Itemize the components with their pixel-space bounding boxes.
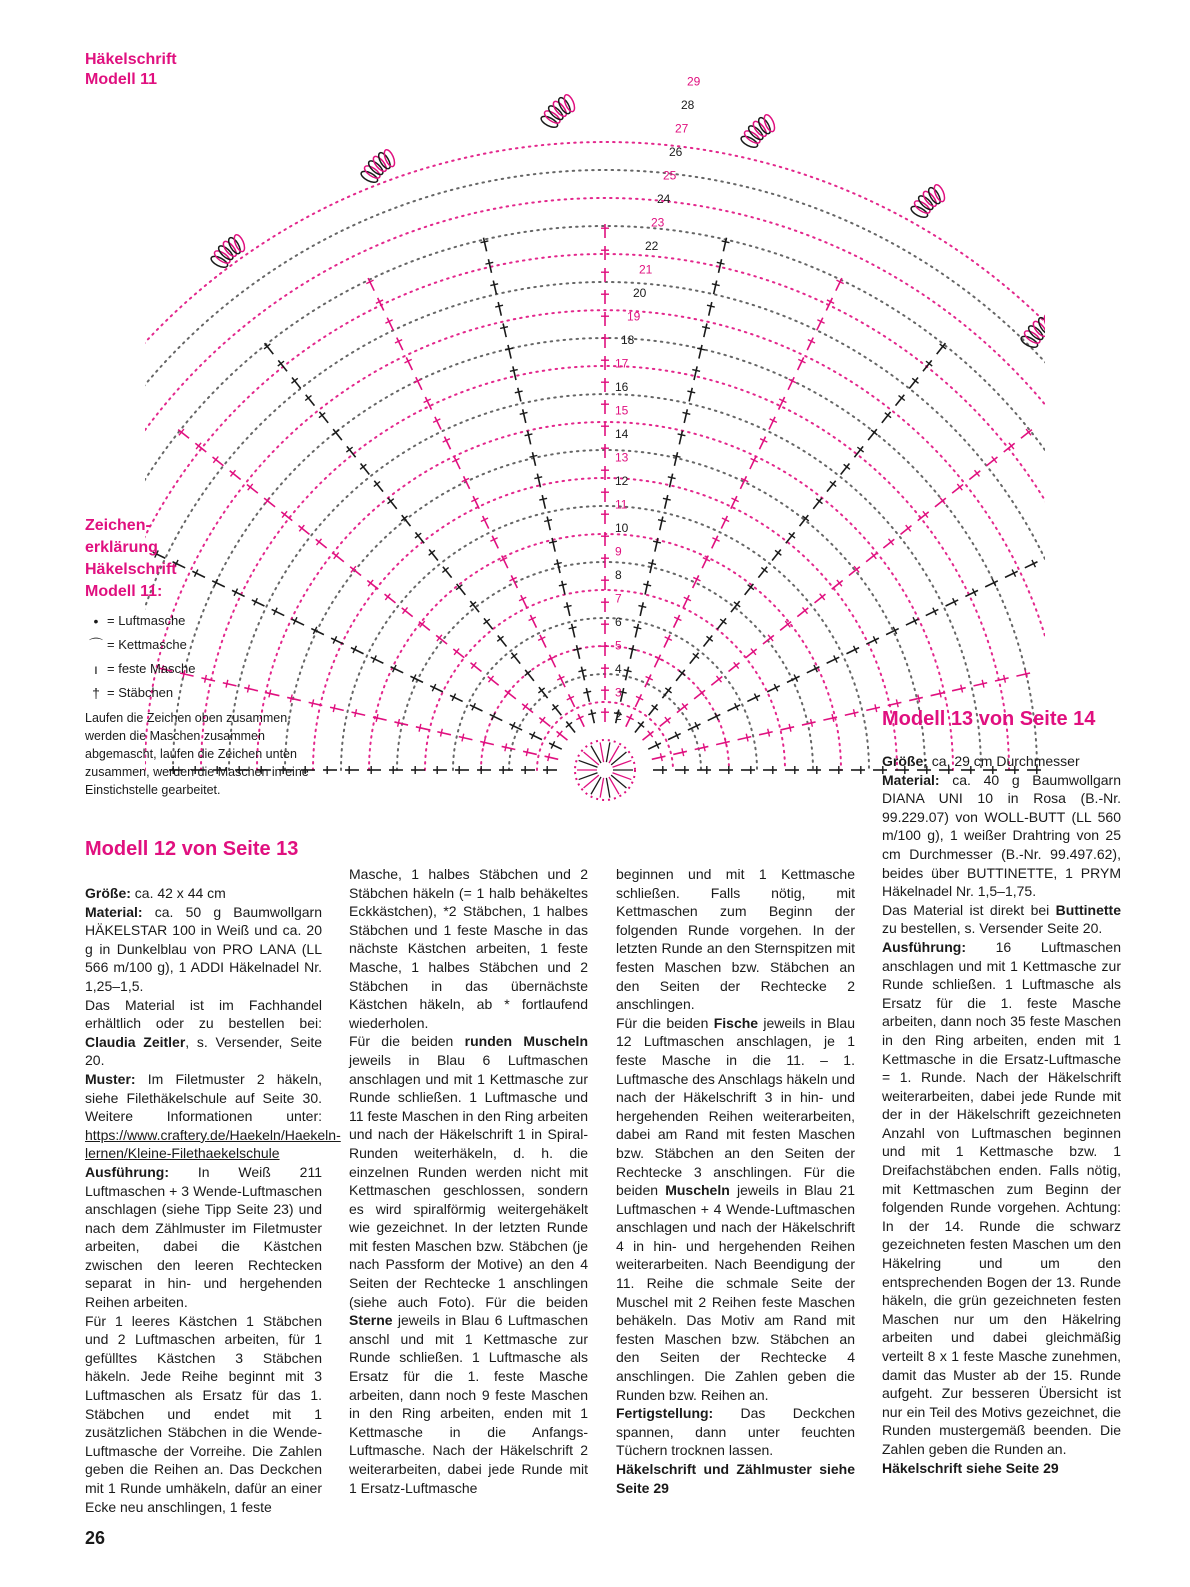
legend-note: Laufen die Zeichen oben zusammen, werden die Maschen zusammen abgemascht, laufen die Zeichen unten zusammen, werden die Maschen in eine Einstichstelle gearbeitet. xyxy=(85,711,309,797)
modell12-paragraph: Für 1 leeres Kästchen 1 Stäbchen und 2 Luftmaschen arbeiten, für 1 gefülltes Kästchen 3 Stäbchen häkeln. Jede Reihe beginnt mit 3 Luftmaschen als Ersatz für das 1. Stäbchen und endet mit 1 zusätzlichen Stäbchen in die Wende-Luftmasche der Vorreihe. Die Zahlen geben die Reihen an. Das Deckchen mit 1 Runde umhäkeln, dafür an einer Ecke neu anschlingen, 1 feste xyxy=(85,1312,322,1515)
stitch xyxy=(498,302,501,316)
ring-stitch xyxy=(600,778,603,798)
stitch xyxy=(679,431,682,445)
stitch xyxy=(689,388,692,402)
stitch xyxy=(974,683,988,686)
stitch-bar xyxy=(539,498,547,500)
modell13-paragraph: Häkelschrift siehe Seite 29 xyxy=(882,1459,1059,1476)
stitch xyxy=(780,727,794,730)
stitch xyxy=(738,737,752,740)
stitch xyxy=(523,751,537,754)
modell13-paragraph: Material: ca. 40 g Baumwollgarn DIANA UNI 10 in Rosa (B.-Nr. 99.229.07) von WOLL-BUTT (LL 560 m/100 g), 1 weißer Drahtring von 25 cm Durchmesser (B.-Nr. 99.497.62), beides über BUTTINETTE, 1 PRYM Häkelnadel Nr. 1,5–1,75. xyxy=(882,771,1121,900)
round-number: 15 xyxy=(615,403,629,418)
ring-stitch xyxy=(606,742,609,762)
stitch xyxy=(502,746,516,749)
stitch xyxy=(586,688,589,702)
legend-heading-line: Zeichen- xyxy=(85,517,151,534)
stitch xyxy=(542,495,545,509)
round-number: 27 xyxy=(675,121,689,136)
round-number: 9 xyxy=(615,544,622,559)
stitch-bar xyxy=(712,284,720,286)
stitch xyxy=(591,710,594,724)
modell12-paragraph: Größe: ca. 42 x 44 cm xyxy=(85,885,226,901)
legend-item-single xyxy=(85,657,315,681)
stitch-bar xyxy=(629,648,637,650)
round-number: 17 xyxy=(615,356,629,371)
stitch-bar xyxy=(505,743,507,751)
stitch-bar xyxy=(692,370,700,372)
stitch-bar xyxy=(526,748,528,756)
stitch-bar xyxy=(419,724,421,732)
stitch-bar xyxy=(687,391,695,393)
legend-heading xyxy=(85,515,315,603)
round-number: 12 xyxy=(615,474,629,488)
stitch-bar xyxy=(559,584,567,586)
round-number: 10 xyxy=(615,521,629,535)
modell12-paragraph: Für die beiden runden Muscheln jeweils in Blau 6 Luftmaschen anschlagen und mit 1 Kettmasche zur Runde schließen. 1 Luftmasche und 11 feste Maschen in den Ring arbeiten und nach der Häkelschrift 1 in Spiral-Runden weiterhäkeln, d. h. die einzelnen Runden werden nicht mit Kettmaschen geschlossen, sondern es wird spiralförmig weitergehäkelt wie gezeichnet. In der letzten Runde mit festen Maschen bzw. Stäbchen (je nach Passform der Motive) an den 4 Seiten der Rechtecke 1 anschlingen (siehe auch Foto). Für die beiden Sterne jeweils in Blau 6 Luftmaschen anschl und mit 1 Kettmasche zur Runde schließen. 1 Luftmasche als Ersatz für die 1. feste Masche arbeiten, dann noch 9 feste Maschen in den Ring arbeiten, enden mit 1 Kettmasche in die Anfangs- Luftmasche. Nach der Häkelschrift 2 weiterarbeiten, dabei jede Runde mit 1 Ersatz-Luftmasche xyxy=(349,1033,588,1496)
ring-stitch xyxy=(609,777,619,794)
page-number: 26 xyxy=(85,1528,106,1548)
modell13-column xyxy=(882,752,1121,1477)
stitch-bar xyxy=(648,563,656,565)
stitch-bar xyxy=(588,713,596,715)
stitch xyxy=(645,581,648,595)
stitch-bar xyxy=(564,606,572,608)
stitch xyxy=(640,602,643,616)
stitch-bar xyxy=(520,412,528,414)
legend-item-slip xyxy=(85,633,315,657)
round-number: 11 xyxy=(615,497,628,512)
round-arc xyxy=(425,590,785,770)
diagram-title-line: Modell 11 xyxy=(85,71,158,88)
stitch xyxy=(545,756,559,759)
single-crochet-icon: ı xyxy=(94,661,98,677)
stitch-bar xyxy=(569,627,577,629)
stitch-bar xyxy=(896,699,898,707)
stitch-bar xyxy=(697,348,705,350)
stitch-bar xyxy=(717,262,725,264)
picot-stitch xyxy=(232,233,246,253)
stitch xyxy=(684,409,687,423)
ring-stitch xyxy=(591,746,601,763)
round-number: 21 xyxy=(639,262,653,277)
stitch xyxy=(673,751,687,754)
modell12-paragraph: beginnen und mit 1 Kettmasche schließen. Falls nötig, mit Kettmaschen zum Beginn der folgenden Runde vorgehen. In der letzten Runde an den Sternspitzen mit festen Maschen bzw. Stäbchen an den Seiten der Rechtecke 2 anschlingen. xyxy=(616,866,855,1013)
round-number: 23 xyxy=(651,215,665,230)
stitch xyxy=(437,732,451,735)
round-number: 13 xyxy=(615,450,629,465)
stitch-bar xyxy=(525,434,533,436)
stitch xyxy=(660,517,663,531)
stitch-bar xyxy=(638,606,646,608)
ring-stitch xyxy=(606,778,609,798)
round-number: 20 xyxy=(633,286,647,300)
stitch xyxy=(630,645,633,659)
modell13-heading: Modell 13 von Seite 14 xyxy=(882,708,1096,730)
stitch-bar xyxy=(660,753,662,761)
stitch-bar xyxy=(500,327,508,329)
stitch-bar xyxy=(548,753,550,761)
stitch-bar xyxy=(811,719,813,727)
stitch xyxy=(513,366,516,380)
stitch xyxy=(802,722,816,725)
stitch xyxy=(480,742,494,745)
stitch-bar xyxy=(441,729,443,737)
round-number: 18 xyxy=(621,333,635,347)
modell12-column-3 xyxy=(616,865,855,1497)
modell12-paragraph: Masche, 1 halbes Stäbchen und 2 Stäbchen häkeln (= 1 halb behäkeltes Eckkästchen), *2 Stäbchen, 1 halbes Stäbchen und 1 feste Masche in das nächste Kästchen arbeiten, 1 feste Masche, 1 halbes Stäbchen und 2 Stäbchen in das übernächste Kästchen häkeln, ab * fortlaufend wiederholen. xyxy=(349,866,588,1031)
legend xyxy=(85,515,315,799)
stitch xyxy=(635,624,638,638)
round-number: 16 xyxy=(615,380,629,394)
stitch xyxy=(909,697,923,700)
stitch xyxy=(508,345,511,359)
stitch-bar xyxy=(725,739,727,747)
stitch-bar xyxy=(554,563,562,565)
legend-heading-line: Modell 11: xyxy=(85,583,163,600)
stitch xyxy=(562,581,565,595)
stitch xyxy=(695,746,709,749)
stitch-bar xyxy=(534,477,542,479)
modell12-paragraph: Fertigstellung: Das Deckchen spannen, dann unter feuchten Tüchern trocknen lassen. xyxy=(616,1405,855,1459)
modell12-paragraph: Muster: Im Filetmuster 2 häkeln, siehe Filethäkelschule auf Seite 30. Weitere Informationen unter: https://www.craftery.de/Haekeln/Haekeln-lernen/Kleine-Filethaekelschule xyxy=(85,1070,341,1162)
stitch-bar xyxy=(789,724,791,732)
modell13-paragraph: Größe: ca. 29 cm Durchmesser xyxy=(882,753,1080,769)
picot-stitch xyxy=(382,148,396,168)
round-number: 8 xyxy=(615,568,622,582)
stitch xyxy=(493,281,496,295)
ring-stitch xyxy=(609,746,619,763)
stitch-bar xyxy=(505,348,513,350)
stitch-bar xyxy=(529,455,537,457)
round-number: 22 xyxy=(645,239,659,253)
picot-stitch xyxy=(210,254,230,269)
stitch-bar xyxy=(722,241,730,243)
stitch-bar xyxy=(462,734,464,742)
legend-item-label: = Luftmasche xyxy=(107,613,186,628)
stitch xyxy=(888,702,902,705)
modell12-paragraph: Das Material ist im Fachhandel erhältlich oder zu bestellen bei: Claudia Zeitler, s. Versender, Seite 20. xyxy=(85,996,323,1069)
stitch xyxy=(716,742,730,745)
stitch xyxy=(694,366,697,380)
stitch xyxy=(866,707,880,710)
stitch-bar xyxy=(574,648,582,650)
legend-item-chain xyxy=(85,609,315,633)
stitch-bar xyxy=(768,729,770,737)
stitch xyxy=(625,667,628,681)
round-number: 2 xyxy=(615,709,622,723)
stitch xyxy=(518,388,521,402)
stitch-bar xyxy=(961,685,963,693)
round-number: 19 xyxy=(627,309,641,324)
modell12-paragraph: Für die beiden Fische jeweils in Blau 12 Luftmaschen anschlagen, je 1 feste Masche in die 11. – 1. Luftmasche des Anschlags häkeln und nach der Häkelschrift 3 in hin- und hergehenden Reihen weiterarbeiten, dabei am Rand mit festen Maschen bzw. Stäbchen an den Seiten der Rechtecke 3 anschlingen. Für die beiden Muscheln jeweils in Blau 21 Luftmaschen + 4 Wende-Luftmaschen anschlagen und nach der Häkelschrift 4 in hin- und hergehenden Reihen weiterarbeiten. Nach Beendigung der 11. Reihe die schmale Seite der Muschel mit 2 Reihen feste Maschen behäkeln. Das Motiv am Rand mit festen Maschen bzw. Stäbchen an den Seiten der Rechtecke 4 anschlingen. Die Zahlen geben die Runden bzw. Reihen an. xyxy=(616,1014,855,1403)
round-number: 6 xyxy=(615,615,622,629)
stitch xyxy=(665,495,668,509)
stitch xyxy=(759,732,773,735)
ring-stitch xyxy=(591,777,601,794)
round-number: 4 xyxy=(615,662,622,676)
modell12-column-1 xyxy=(85,884,341,1516)
stitch-bar xyxy=(663,498,671,500)
stitch xyxy=(523,409,526,423)
stitch-bar xyxy=(634,627,642,629)
modell13-paragraph: Ausführung: 16 Luftmaschen anschlagen und mit 1 Kettmasche zur Runde schließen. 1 Luftmasche als Ersatz für die 1. feste Masche arbeiten, dann noch 35 feste Maschen in den Ring arbeiten, enden mit 1 Kettmasche in die Ersatz-Luftmasche = 1. Runde. Nach der Häkelschrift weiterarbeiten, dabei jede Runde mit der in der Häkelschrift gezeichneten Anzahl von Luftmaschen beginnen und mit 1 Kettmasche bzw. 1 Dreifachstäbchen enden. Falls nötig, mit Kettmaschen zum Beginn der folgenden Runde vorgehen. Achtung: In der 14. Runde die schwarz gezeichneten festen Maschen um den Häkelring und um den entsprechenden Bogen der 13. Runde häkeln, die grün gezeichneten festen Maschen nur um den Häkelring arbeiten und dabei gleichmäßig verteilt 8 x 1 feste Masche zunehmen, damit das Muster ab der 15. Runde aufgeht. Zur besseren Übersicht ist nur ein Teil des Motivs gezeichnet, die Runden mustergemäß beenden. Die Zahlen geben die Runden an. xyxy=(882,938,1121,1457)
stitch xyxy=(709,302,712,316)
stitch xyxy=(577,645,580,659)
legend-item-label: = feste Masche xyxy=(107,661,196,676)
stitch xyxy=(503,323,506,337)
stitch xyxy=(567,602,570,616)
picot-stitch xyxy=(740,134,760,149)
chain-stitch-icon: • xyxy=(93,613,99,629)
picot-stitch xyxy=(932,183,946,203)
stitch xyxy=(528,431,531,445)
legend-item-label: = Stäbchen xyxy=(107,685,174,700)
round-number: 26 xyxy=(669,145,683,159)
diagram-title-line: Häkelschrift xyxy=(85,51,177,68)
stitch-bar xyxy=(510,370,518,372)
stitch-bar xyxy=(1025,670,1027,678)
stitch xyxy=(652,756,666,759)
stitch xyxy=(704,323,707,337)
stitch xyxy=(995,678,1009,681)
modell13-paragraph: Das Material ist direkt bei Buttinette zu bestellen, s. Versender Seite 20. xyxy=(882,901,1121,937)
stitch-bar xyxy=(515,391,523,393)
stitch-bar xyxy=(939,690,941,698)
stitch-bar xyxy=(483,739,485,747)
picot-stitch xyxy=(910,204,930,219)
stitch-bar xyxy=(495,305,503,307)
stitch-bar xyxy=(398,719,400,727)
stitch xyxy=(845,712,859,715)
modell12-paragraph: Material: ca. 50 g Baumwollgarn HÄKELSTAR 100 in Weiß und ca. 20 g in Dunkelblau von PRO LANA (LL 566 m/100 g), 1 ADDI Häkelnadel Nr. 1,25–1,5. xyxy=(85,903,322,994)
picot-stitch xyxy=(540,114,560,129)
stitch xyxy=(714,281,717,295)
slip-stitch-icon: ⌒ xyxy=(89,637,103,653)
stitch-bar xyxy=(333,704,335,712)
stitch-bar xyxy=(355,709,357,717)
picot-stitch xyxy=(762,113,776,133)
stitch-bar xyxy=(624,670,632,672)
stitch xyxy=(459,737,473,740)
legend-item-double xyxy=(85,681,315,705)
stitch xyxy=(699,345,702,359)
legend-heading-line: erklärung xyxy=(85,539,158,556)
stitch xyxy=(352,712,366,715)
stitch-bar xyxy=(578,670,586,672)
modell12-heading: Modell 12 von Seite 13 xyxy=(85,838,299,860)
legend-item-label: = Kettmasche xyxy=(107,637,187,652)
stitch-bar xyxy=(544,520,552,522)
stitch-bar xyxy=(875,704,877,712)
picot-stitch xyxy=(360,169,380,184)
stitch-bar xyxy=(668,477,676,479)
stitch-bar xyxy=(1004,675,1006,683)
stitch-bar xyxy=(707,305,715,307)
stitch-bar xyxy=(481,241,489,243)
stitch-bar xyxy=(376,714,378,722)
stitch-bar xyxy=(549,541,557,543)
stitch-bar xyxy=(702,327,710,329)
round-number: 14 xyxy=(615,427,629,441)
stitch xyxy=(674,452,677,466)
round-number: 7 xyxy=(615,591,622,606)
stitch-bar xyxy=(658,520,666,522)
stitch-bar xyxy=(853,709,855,717)
round-number: 24 xyxy=(657,192,671,206)
stitch-bar xyxy=(982,680,984,688)
stitch xyxy=(416,727,430,730)
stitch xyxy=(1016,673,1030,676)
stitch-bar xyxy=(682,748,684,756)
stitch-bar xyxy=(678,434,686,436)
stitch xyxy=(718,259,721,273)
round-number: 28 xyxy=(681,98,695,112)
stitch-bar xyxy=(832,714,834,722)
legend-heading-line: Häkelschrift xyxy=(85,561,177,578)
stitch-bar xyxy=(583,691,591,693)
modell12-paragraph: Ausführung: In Weiß 211 Luftmaschen + 3 Wende-Luftmaschen anschlagen (siehe Tipp Seite 23) und nach dem Zählmuster im Filetmuster arbeiten, dabei die Kästchen zwischen den leeren Rechtecken separat in hin- und hergehenden Reihen arbeiten. xyxy=(85,1163,322,1311)
round-number: 5 xyxy=(615,638,622,653)
stitch-bar xyxy=(485,262,493,264)
stitch-bar xyxy=(490,284,498,286)
round-number: 29 xyxy=(687,74,701,89)
round-number: 3 xyxy=(615,685,622,700)
stitch xyxy=(547,517,550,531)
round-number: 25 xyxy=(663,168,677,183)
stitch xyxy=(581,667,584,681)
modell12-column-2 xyxy=(349,865,588,1497)
stitch xyxy=(931,693,945,696)
modell12-paragraph: Häkelschrift und Zählmuster siehe Seite 29 xyxy=(616,1461,855,1496)
stitch xyxy=(330,707,344,710)
stitch-bar xyxy=(682,412,690,414)
stitch xyxy=(572,624,575,638)
stitch-bar xyxy=(703,743,705,751)
stitch-bar xyxy=(746,734,748,742)
stitch xyxy=(952,688,966,691)
stitch-bar xyxy=(653,541,661,543)
ring-stitch xyxy=(600,742,603,762)
stitch-bar xyxy=(643,584,651,586)
picot-stitch xyxy=(562,93,576,113)
double-crochet-icon: † xyxy=(92,685,100,701)
picot-stitch xyxy=(1020,334,1040,349)
